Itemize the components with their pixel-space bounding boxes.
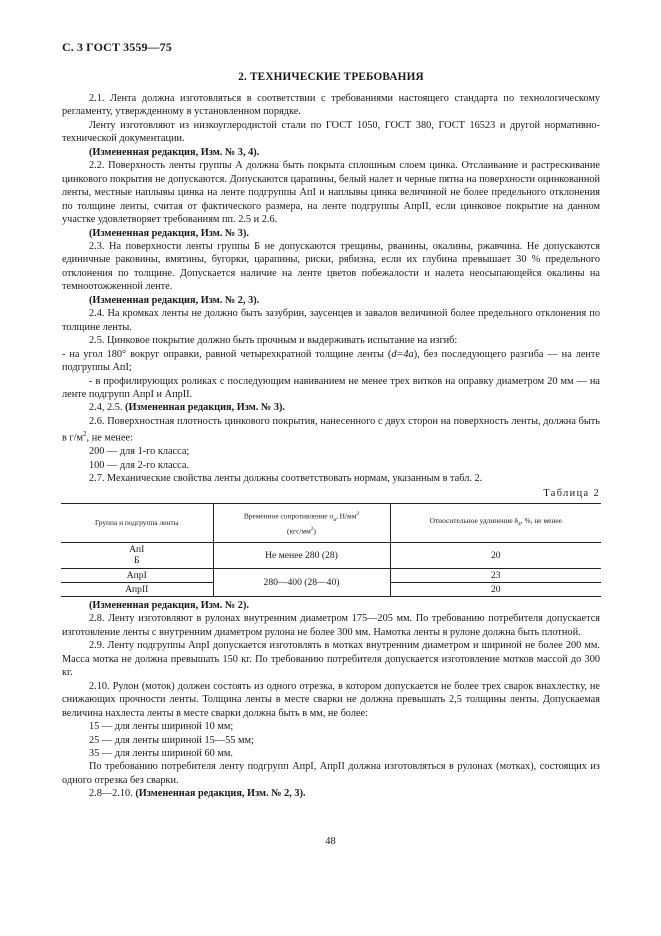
elongation-cell: 23 [390,568,601,582]
para-text: , не менее: [86,432,133,444]
customer-requirement: По требованию потребителя ленту подгрупп АпрI, АпрII должна изготовляться в рулонах (мотках), состоящих из одного отрезка без сварки. [62,761,600,786]
page-number: 48 [325,836,336,847]
paragraph-2-7: 2.7. Механические свойства ленты должны соответствовать нормам, указанным в табл. 2. [89,473,483,485]
amendment-note: (Измененная редакция, Изм. № 2, 3). [135,788,306,800]
paragraph-2-2: 2.2. Поверхность ленты группы А должна быть покрыта сплошным слоем цинка. Отслаивание и растрескивание цинкового покрытия не допускаются. Допускаются царапины, белый налет и черные пятна на поверхности оцинкованной ленты, местные наплывы цинка на ленте подгруппы АпI и наплывы цинка величиной не более предельного отклонения по толщине ленты, считая от фактического размера, на ленте подгруппы АпрII, если цинковое покрытие на данном участке удовлетворяет требованиям пп. 2.5 и 2.6. [62,160,600,226]
group-value: АпI [129,544,145,556]
paragraph-2-1: 2.1. Лента должна изготовляться в соответствии с требованиями настоящего стандарта по технологическому регламенту, утвержденному в установленном порядке. [62,93,600,118]
superscript: 2 [310,526,314,532]
item-text: - на угол 180° вокруг оправки, равной четырехкратной толщине ленты ( [62,348,392,360]
header-text: Относительное удлинение δ [429,515,519,525]
amendment-note: (Измененная редакция, Изм. № 3). [89,227,249,239]
subscript: 4 [518,521,521,528]
subscript: в [333,516,336,523]
header-elongation [390,503,601,542]
class-2-line: 100 — для 2-го класса. [89,459,189,471]
document-page [62,40,600,801]
group-cell [61,542,213,568]
paragraph-2-5: 2.5. Цинковое покрытие должно быть прочным и выдерживать испытание на изгиб: [89,335,458,347]
clause-numbers: 2.4, 2.5. [89,402,126,414]
amendment-note: (Измененная редакция, Изм. № 3, 4). [89,146,260,158]
para-text: 2.6. Поверхностная плотность цинкового покрытия, нанесенного с двух сторон на поверхность ленты, должна быть в г/м [62,415,600,444]
overlap-width-1: 15 — для ленты шириной 10 мм; [89,721,234,733]
amendment-line [62,787,600,800]
group-cell: АпрI [61,568,213,582]
superscript: 2 [356,510,360,517]
class-1-line: 200 — для 1-го класса; [89,446,190,458]
superscript: 2 [83,430,87,439]
elongation-cell: 20 [390,582,601,596]
header-strength [213,503,390,542]
paragraph-2-5-item-b: - в профилирующих роликах с последующим навиванием не менее трех витков на оправку диаметром 20 мм — на ленте подгрупп АпрI и АпрII. [62,375,600,400]
paragraph-2-1-material: Ленту изготовляют из низкоуглеродистой стали по ГОСТ 1050, ГОСТ 380, ГОСТ 16523 и другой нормативно-технической документации. [62,119,600,145]
amendment-note: (Измененная редакция, Изм. № 3). [125,402,285,414]
header-group: Группа и подгруппа ленты [61,503,213,542]
overlap-width-2: 25 — для ленты шириной 15—55 мм; [89,734,254,746]
amendment-note: (Измененная редакция, Изм. № 2). [89,599,249,611]
table-row [61,568,601,582]
item-text: ), без последующего разгиба — на ленте подгруппы АпI; [62,348,600,374]
clause-numbers: 2.8—2.10. [89,788,136,800]
table-caption: Таблица 2 [543,487,600,499]
header-text: (кгс/мм [287,526,311,536]
overlap-width-3: 35 — для ленты шириной 60 мм. [89,747,233,759]
document-id: С. 3 ГОСТ 3559—75 [62,40,172,54]
paragraph-2-8: 2.8. Ленту изготовляют в рулонах внутренним диаметром 175—205 мм. По требованию потребителя допускается изготовление ленты с внутренним диаметром рулона не более 300 мм. Намотка ленты в рулоне должна быть плотной. [62,613,600,638]
paragraph-2-4: 2.4. На кромках ленты не должно быть зазубрин, заусенцев и завалов величиной более предельного отклонения по толщине ленты. [62,308,600,333]
header-text: Временное сопротивление σ [243,511,334,521]
group-cell: АпрII [61,582,213,596]
paragraph-2-10: 2.10. Рулон (моток) должен состоять из одного отрезка, в котором допускается не более трех сварок внахлестку, не снижающих прочности ленты. Толщина ленты в месте сварки не должна превышать 2,5 толщины ленты. Допускаемая величина нахлеста ленты в месте сварки должна быть в мм, не более: [62,680,600,719]
table-row [61,542,601,568]
section-title: 2. ТЕХНИЧЕСКИЕ ТРЕБОВАНИЯ [238,71,424,83]
table-header-row [61,503,601,542]
formula: d=4a [391,348,414,360]
paragraph-2-5-item-a [62,348,600,375]
paragraph-2-6 [62,415,600,445]
amendment-note: (Измененная редакция, Изм. № 2, 3). [89,294,260,306]
table-2 [61,503,601,597]
elongation-cell: 20 [390,542,601,568]
header-text: , Н/мм [335,511,357,521]
group-value: Б [133,555,140,567]
strength-cell: 280—400 (28—40) [213,568,390,596]
strength-cell: Не менее 280 (28) [213,542,390,568]
header-text: , %, не менее [520,515,562,525]
header-text: ) [313,526,316,536]
amendment-line [62,401,600,414]
paragraph-2-9: 2.9. Ленту подгруппы АпрI допускается изготовлять в мотках внутренним диаметром и шириной не более 200 мм. Масса мотка не должна превышать 150 кг. По требованию потребителя допускается изготовление мотков массой до 300 кг. [62,640,600,679]
paragraph-2-3: 2.3. На поверхности ленты группы Б не допускаются трещины, рванины, окалины, ржавчина. Не допускаются единичные раковины, вмятины, бугорки, царапины, риски, рябизна, если их глубина превышает 30 % предельного отклонения по толщине. Допускается наличие на ленте цветов побежалости и налета неосыпающейся окалины на темноотожженной ленте. [62,240,600,293]
